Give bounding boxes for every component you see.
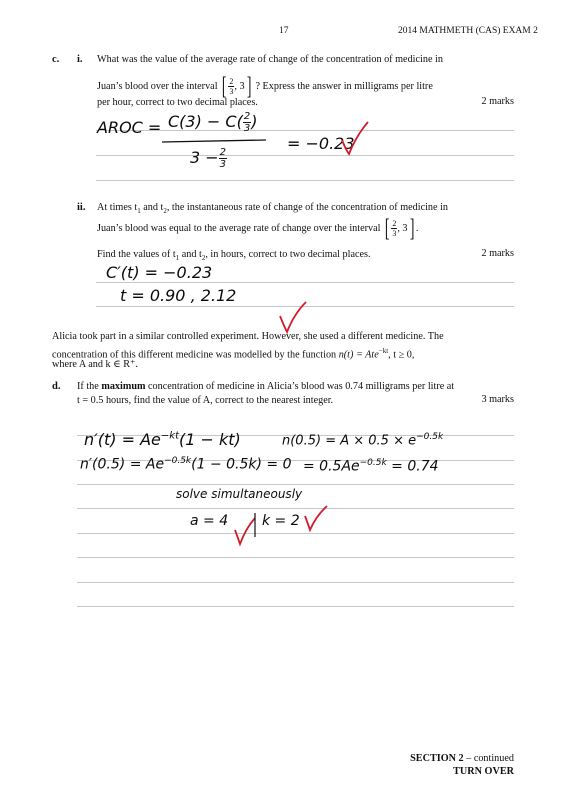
handwritten-divider: [252, 512, 258, 538]
answer-line: [77, 484, 514, 485]
marks-label: 2 marks: [481, 96, 514, 107]
intro-text: where A and k ∈ R⁺.: [52, 359, 138, 370]
question-text: What was the value of the average rate of change of the concentration of medicine in: [97, 54, 443, 65]
handwritten-n-at-half: $n(0.5) = A \times 0.5 \times e^{-0.5k}$: [282, 432, 444, 449]
turn-over: TURN OVER: [453, 766, 514, 777]
question-text: Juan’s blood was equal to the average rate of change over the interval [ $\frac{2}{3}$ , 3] .: [97, 215, 419, 243]
part-number-ii: ii.: [77, 202, 86, 213]
handwritten-k-value: k = 2: [262, 513, 300, 529]
intro-text: Alicia took part in a similar controlled experiment. However, she used a different medicine. The: [52, 331, 444, 342]
handwritten-denominator: 3 − $\frac{2}{3}$: [190, 147, 227, 170]
question-text: At times $t_1$ and $t_2$, the instantaneous rate of change of the concentration of medicine in: [97, 202, 449, 216]
question-letter-d: d.: [52, 381, 61, 392]
answer-line: [77, 508, 514, 509]
page-number: 17: [279, 26, 289, 36]
part-number-i: i.: [77, 54, 83, 65]
question-text: Juan’s blood over the interval [ $\frac{2}{3}$ , 3] ? Express the answer in milligrams per litre: [97, 73, 433, 101]
answer-line: [77, 606, 514, 607]
handwritten-a-value: a = 4: [190, 513, 229, 529]
answer-line: [77, 533, 514, 534]
marks-label: 3 marks: [481, 394, 514, 405]
question-text: per hour, correct to two decimal places.: [97, 97, 258, 108]
answer-line: [77, 582, 514, 583]
function-expression: n(t) = Ate: [338, 349, 379, 361]
handwritten-t-values: t = 0.90 , 2.12: [120, 286, 237, 305]
exam-title: 2014 MATHMETH (CAS) EXAM 2: [398, 26, 538, 36]
marks-label: 2 marks: [481, 248, 514, 259]
intro-text: concentration of this different medicine was modelled by the function n(t) = Ate$^{-kt}$, t ≥ 0,: [52, 347, 415, 361]
handwritten-solve-note: solve simultaneously: [176, 487, 303, 501]
answer-line: [96, 155, 514, 156]
question-letter-c: c.: [52, 54, 60, 65]
handwritten-numerator: C(3) − C( $\frac{2}{3}$ ): [168, 111, 258, 134]
question-text: Find the values of $t_1$ and $t_2$, in hours, correct to two decimal places.: [97, 249, 371, 263]
tick-mark-icon: [340, 120, 370, 160]
section-continued: SECTION 2 – continued: [410, 753, 514, 764]
handwritten-aroc-label: AROC =: [97, 118, 162, 137]
question-text: If the maximum concentration of medicine in Alicia’s blood was 0.74 milligrams per litre at: [77, 381, 455, 392]
handwritten-fraction-bar: [160, 138, 270, 144]
interval-bracket: [ $\frac{2}{3}$ , 3]: [221, 73, 252, 101]
handwritten-derivative-eq: C′(t) = −0.23: [106, 263, 213, 282]
answer-line: [96, 180, 514, 181]
handwritten-value-eq: = $0.5Ae^{-0.5k} = 0.74$: [303, 458, 439, 475]
answer-line: [96, 282, 514, 283]
handwritten-result: = −0.23: [287, 134, 355, 153]
handwritten-derivative-at-half: $n'(0.5) = Ae^{-0.5k}(1 - 0.5k) = 0$: [80, 456, 292, 473]
handwritten-derivative: $n'(t) = Ae^{-kt}(1 - kt)$: [84, 430, 241, 449]
question-text: t = 0.5 hours, find the value of A, correct to the nearest integer.: [77, 395, 334, 406]
tick-mark-icon: [303, 504, 329, 534]
answer-line: [77, 557, 514, 558]
